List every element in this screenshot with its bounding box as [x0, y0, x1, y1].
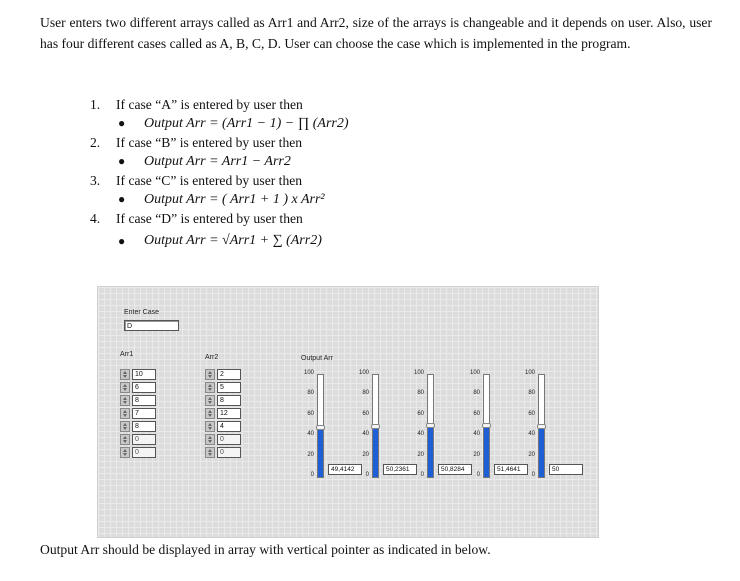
bullet-icon: ●: [118, 234, 126, 248]
scale-tick: 40: [362, 431, 369, 438]
index-spinner-icon[interactable]: [205, 421, 215, 432]
arr1-cell[interactable]: 6: [132, 382, 156, 393]
case-text: If case “A” is entered by user then: [116, 97, 303, 112]
case-text: If case “D” is entered by user then: [116, 211, 303, 226]
array-row: [120, 382, 158, 394]
slider-track: [538, 374, 545, 478]
scale-tick: 80: [528, 390, 535, 397]
output-slider[interactable]: [408, 370, 465, 485]
scale-tick: 20: [362, 451, 369, 458]
formula-c: [90, 190, 690, 209]
scale-tick: 60: [362, 410, 369, 417]
scale-tick: 60: [528, 410, 535, 417]
arr1-cell[interactable]: 8: [132, 395, 156, 406]
case-item-b: [90, 133, 690, 152]
output-slider[interactable]: [464, 370, 521, 485]
scale-tick: 100: [358, 370, 369, 376]
bullet-icon: ●: [118, 116, 126, 130]
scale-tick: 20: [528, 451, 535, 458]
output-arr-label: Output Arr: [301, 355, 333, 362]
array-row: [120, 369, 158, 381]
array-row: [205, 382, 243, 394]
slider-track: [483, 374, 490, 478]
output-value: 50: [549, 464, 583, 475]
scale-tick: 40: [307, 431, 314, 438]
slider-track: [372, 374, 379, 478]
arr2-cell[interactable]: 5: [217, 382, 241, 393]
scale-tick: 100: [413, 370, 424, 376]
arr2-cell[interactable]: 2: [217, 369, 241, 380]
scale-tick: 60: [307, 410, 314, 417]
arr1-cell[interactable]: 10: [132, 369, 156, 380]
arr2-cell[interactable]: 8: [217, 395, 241, 406]
case-item-c: [90, 171, 690, 190]
slider-fill: [539, 426, 544, 477]
arr1-label: Arr1: [120, 351, 134, 358]
case-number: 3.: [90, 173, 101, 188]
array-row: [205, 408, 243, 420]
arr1-cell[interactable]: 0: [132, 434, 156, 445]
case-number: 1.: [90, 97, 101, 112]
scale-tick: 20: [307, 451, 314, 458]
scale-tick: 20: [473, 451, 480, 458]
index-spinner-icon[interactable]: [205, 395, 215, 406]
array-row: [205, 421, 243, 433]
index-spinner-icon[interactable]: [120, 447, 130, 458]
slider-pointer[interactable]: [426, 423, 435, 428]
output-slider[interactable]: [298, 370, 355, 485]
scale-tick: 60: [473, 410, 480, 417]
scale-tick: 100: [469, 370, 480, 376]
scale-tick: 0: [531, 472, 535, 478]
intro-paragraph: User enters two different arrays called as Arr1 and Arr2, size of the arrays is changeable and it depends on user. Also, user has four different cases called as A, B, C, D. User can choose the case which is implemented in the program.: [40, 15, 712, 51]
array-row: [205, 434, 243, 446]
scale-tick: 100: [303, 370, 314, 376]
scale-tick: 0: [476, 472, 480, 478]
case-input[interactable]: D: [124, 320, 179, 331]
output-slider[interactable]: [353, 370, 410, 485]
scale-tick: 20: [417, 451, 424, 458]
index-spinner-icon[interactable]: [205, 434, 215, 445]
formula-a: [90, 114, 690, 133]
array-row: [120, 408, 158, 420]
formula-text: Output Arr = Arr1 − Arr2: [144, 154, 291, 169]
arr2-cell[interactable]: 0: [217, 447, 241, 458]
case-number: 2.: [90, 135, 101, 150]
arr2-array: [205, 369, 243, 460]
scale-tick: 80: [417, 390, 424, 397]
scale-tick: 80: [362, 390, 369, 397]
arr2-cell[interactable]: 12: [217, 408, 241, 419]
formula-text: Output Arr = √Arr1 + ∑ (Arr2): [144, 233, 322, 248]
output-value: 51,4641: [494, 464, 528, 475]
arr1-cell[interactable]: 7: [132, 408, 156, 419]
slider-fill: [318, 427, 323, 477]
slider-track: [317, 374, 324, 478]
slider-pointer[interactable]: [316, 425, 325, 430]
formula-b: [90, 152, 690, 171]
arr2-cell[interactable]: 0: [217, 434, 241, 445]
case-item-d: [90, 209, 690, 228]
labview-front-panel: [97, 286, 599, 538]
slider-pointer[interactable]: [482, 423, 491, 428]
scale-tick: 0: [420, 472, 424, 478]
index-spinner-icon[interactable]: [205, 369, 215, 380]
slider-pointer[interactable]: [371, 424, 380, 429]
output-value: 50,2361: [383, 464, 417, 475]
slider-pointer[interactable]: [537, 424, 546, 429]
scale-tick: 80: [307, 390, 314, 397]
index-spinner-icon[interactable]: [120, 382, 130, 393]
arr1-array: [120, 369, 158, 460]
scale-tick: 100: [524, 370, 535, 376]
index-spinner-icon[interactable]: [205, 447, 215, 458]
scale-tick: 60: [417, 410, 424, 417]
footer-note: Output Arr should be displayed in array with vertical pointer as indicated in below.: [40, 542, 491, 557]
formula-text: Output Arr = (Arr1 − 1) − ∏ (Arr2): [144, 116, 349, 131]
slider-fill: [428, 425, 433, 477]
arr1-cell[interactable]: 0: [132, 447, 156, 458]
case-list: [90, 95, 690, 252]
scale-tick: 40: [417, 431, 424, 438]
arr2-label: Arr2: [205, 354, 219, 361]
arr1-cell[interactable]: 8: [132, 421, 156, 432]
index-spinner-icon[interactable]: [120, 434, 130, 445]
scale-tick: 0: [310, 472, 314, 478]
case-text: If case “C” is entered by user then: [116, 173, 303, 188]
index-spinner-icon[interactable]: [205, 382, 215, 393]
scale-tick: 40: [528, 431, 535, 438]
case-text: If case “B” is entered by user then: [116, 135, 303, 150]
case-number: 4.: [90, 211, 101, 226]
slider-track: [427, 374, 434, 478]
array-row: [205, 395, 243, 407]
array-row: [120, 421, 158, 433]
case-item-a: [90, 95, 690, 114]
scale-tick: 40: [473, 431, 480, 438]
output-value: 49,4142: [328, 464, 362, 475]
index-spinner-icon[interactable]: [120, 369, 130, 380]
case-input-label: Enter Case: [124, 309, 160, 316]
array-row: [205, 447, 243, 459]
array-row: [120, 434, 158, 446]
arr2-cell[interactable]: 4: [217, 421, 241, 432]
bullet-icon: ●: [118, 154, 126, 168]
index-spinner-icon[interactable]: [120, 395, 130, 406]
formula-d: [90, 228, 690, 252]
output-slider[interactable]: [519, 370, 571, 485]
formula-text: Output Arr = ( Arr1 + 1 ) x Arr²: [144, 192, 325, 207]
scale-tick: 0: [365, 472, 369, 478]
index-spinner-icon[interactable]: [120, 421, 130, 432]
bullet-icon: ●: [118, 192, 126, 206]
array-row: [120, 395, 158, 407]
scale-tick: 80: [473, 390, 480, 397]
slider-fill: [373, 426, 378, 477]
index-spinner-icon[interactable]: [205, 408, 215, 419]
slider-fill: [484, 425, 489, 477]
array-row: [120, 447, 158, 459]
output-value: 50,8284: [438, 464, 472, 475]
index-spinner-icon[interactable]: [120, 408, 130, 419]
array-row: [205, 369, 243, 381]
